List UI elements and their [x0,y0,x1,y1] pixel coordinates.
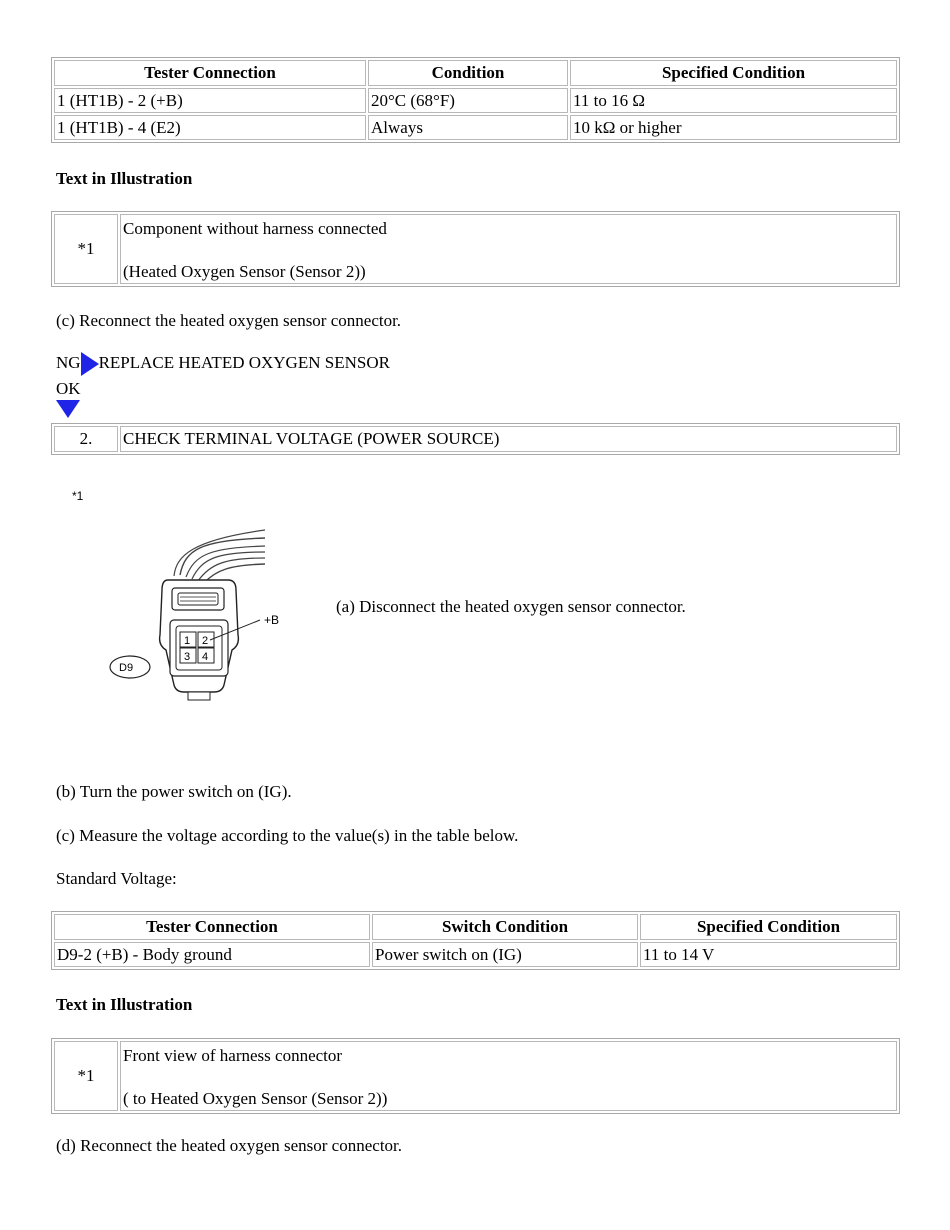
table-header: Specified Condition [570,60,897,86]
text-in-illustration-heading: Text in Illustration [56,169,193,188]
table-header-row [54,914,897,940]
table-cell: D9-2 (+B) - Body ground [54,942,370,967]
connector-illustration [60,480,340,720]
step-number: 2. [54,426,118,452]
table-header: Switch Condition [372,914,638,940]
step-c-reconnect: (c) Reconnect the heated oxygen sensor connector. [56,311,402,330]
pin-label: 1 [184,635,191,647]
table-row [54,942,897,967]
legend-key: *1 [54,1041,118,1111]
table-row [54,214,897,284]
table-cell: 11 to 14 V [640,942,897,967]
table-cell: 20°C (68°F) [368,88,568,113]
pin-label: 2 [202,635,209,647]
legend-key: *1 [54,214,118,284]
table-row [54,1041,897,1111]
legend-line: ( to Heated Oxygen Sensor (Sensor 2)) [123,1089,388,1108]
table-cell: 11 to 16 Ω [570,88,897,113]
arrow-right-icon [81,352,99,376]
ng-branch [56,350,390,376]
table-row [54,115,897,140]
arrow-down-icon [56,400,80,418]
table-cell: Power switch on (IG) [372,942,638,967]
step-title: CHECK TERMINAL VOLTAGE (POWER SOURCE) [120,426,897,452]
table-header: Tester Connection [54,914,370,940]
pin-label: 3 [184,651,191,663]
step-d-reconnect: (d) Reconnect the heated oxygen sensor connector. [56,1136,403,1155]
connector-id: D9 [119,662,134,674]
table-cell: 10 kΩ or higher [570,115,897,140]
table-cell: 1 (HT1B) - 4 (E2) [54,115,366,140]
legend-description [120,1041,897,1111]
voltage-table [51,911,900,970]
resistance-table [51,57,900,143]
step-header-table [51,423,900,455]
terminal-label: +B [264,613,280,627]
table-header: Specified Condition [640,914,897,940]
table-header: Condition [368,60,568,86]
table-row [54,426,897,452]
illustration-legend-table [51,211,900,287]
illustration-legend-table [51,1038,900,1114]
table-cell: 1 (HT1B) - 2 (+B) [54,88,366,113]
step-a-disconnect: (a) Disconnect the heated oxygen sensor connector. [336,597,686,616]
step-c-measure: (c) Measure the voltage according to the value(s) in the table below. [56,826,519,845]
table-cell: Always [368,115,568,140]
harness-connector-drawing [60,480,340,720]
ng-label: NG [56,353,81,372]
legend-line: Component without harness connected [123,219,387,238]
step-b-power-on: (b) Turn the power switch on (IG). [56,782,292,801]
table-header: Tester Connection [54,60,366,86]
legend-line: (Heated Oxygen Sensor (Sensor 2)) [123,262,366,281]
ng-action-link[interactable]: REPLACE HEATED OXYGEN SENSOR [98,353,390,372]
legend-line: Front view of harness connector [123,1046,343,1065]
ok-label: OK [56,379,81,398]
legend-description [120,214,897,284]
table-row [54,88,897,113]
standard-voltage-label: Standard Voltage: [56,869,177,888]
table-header-row [54,60,897,86]
pin-label: 4 [202,651,209,663]
text-in-illustration-heading: Text in Illustration [56,995,193,1014]
illustration-callout: *1 [72,489,84,503]
